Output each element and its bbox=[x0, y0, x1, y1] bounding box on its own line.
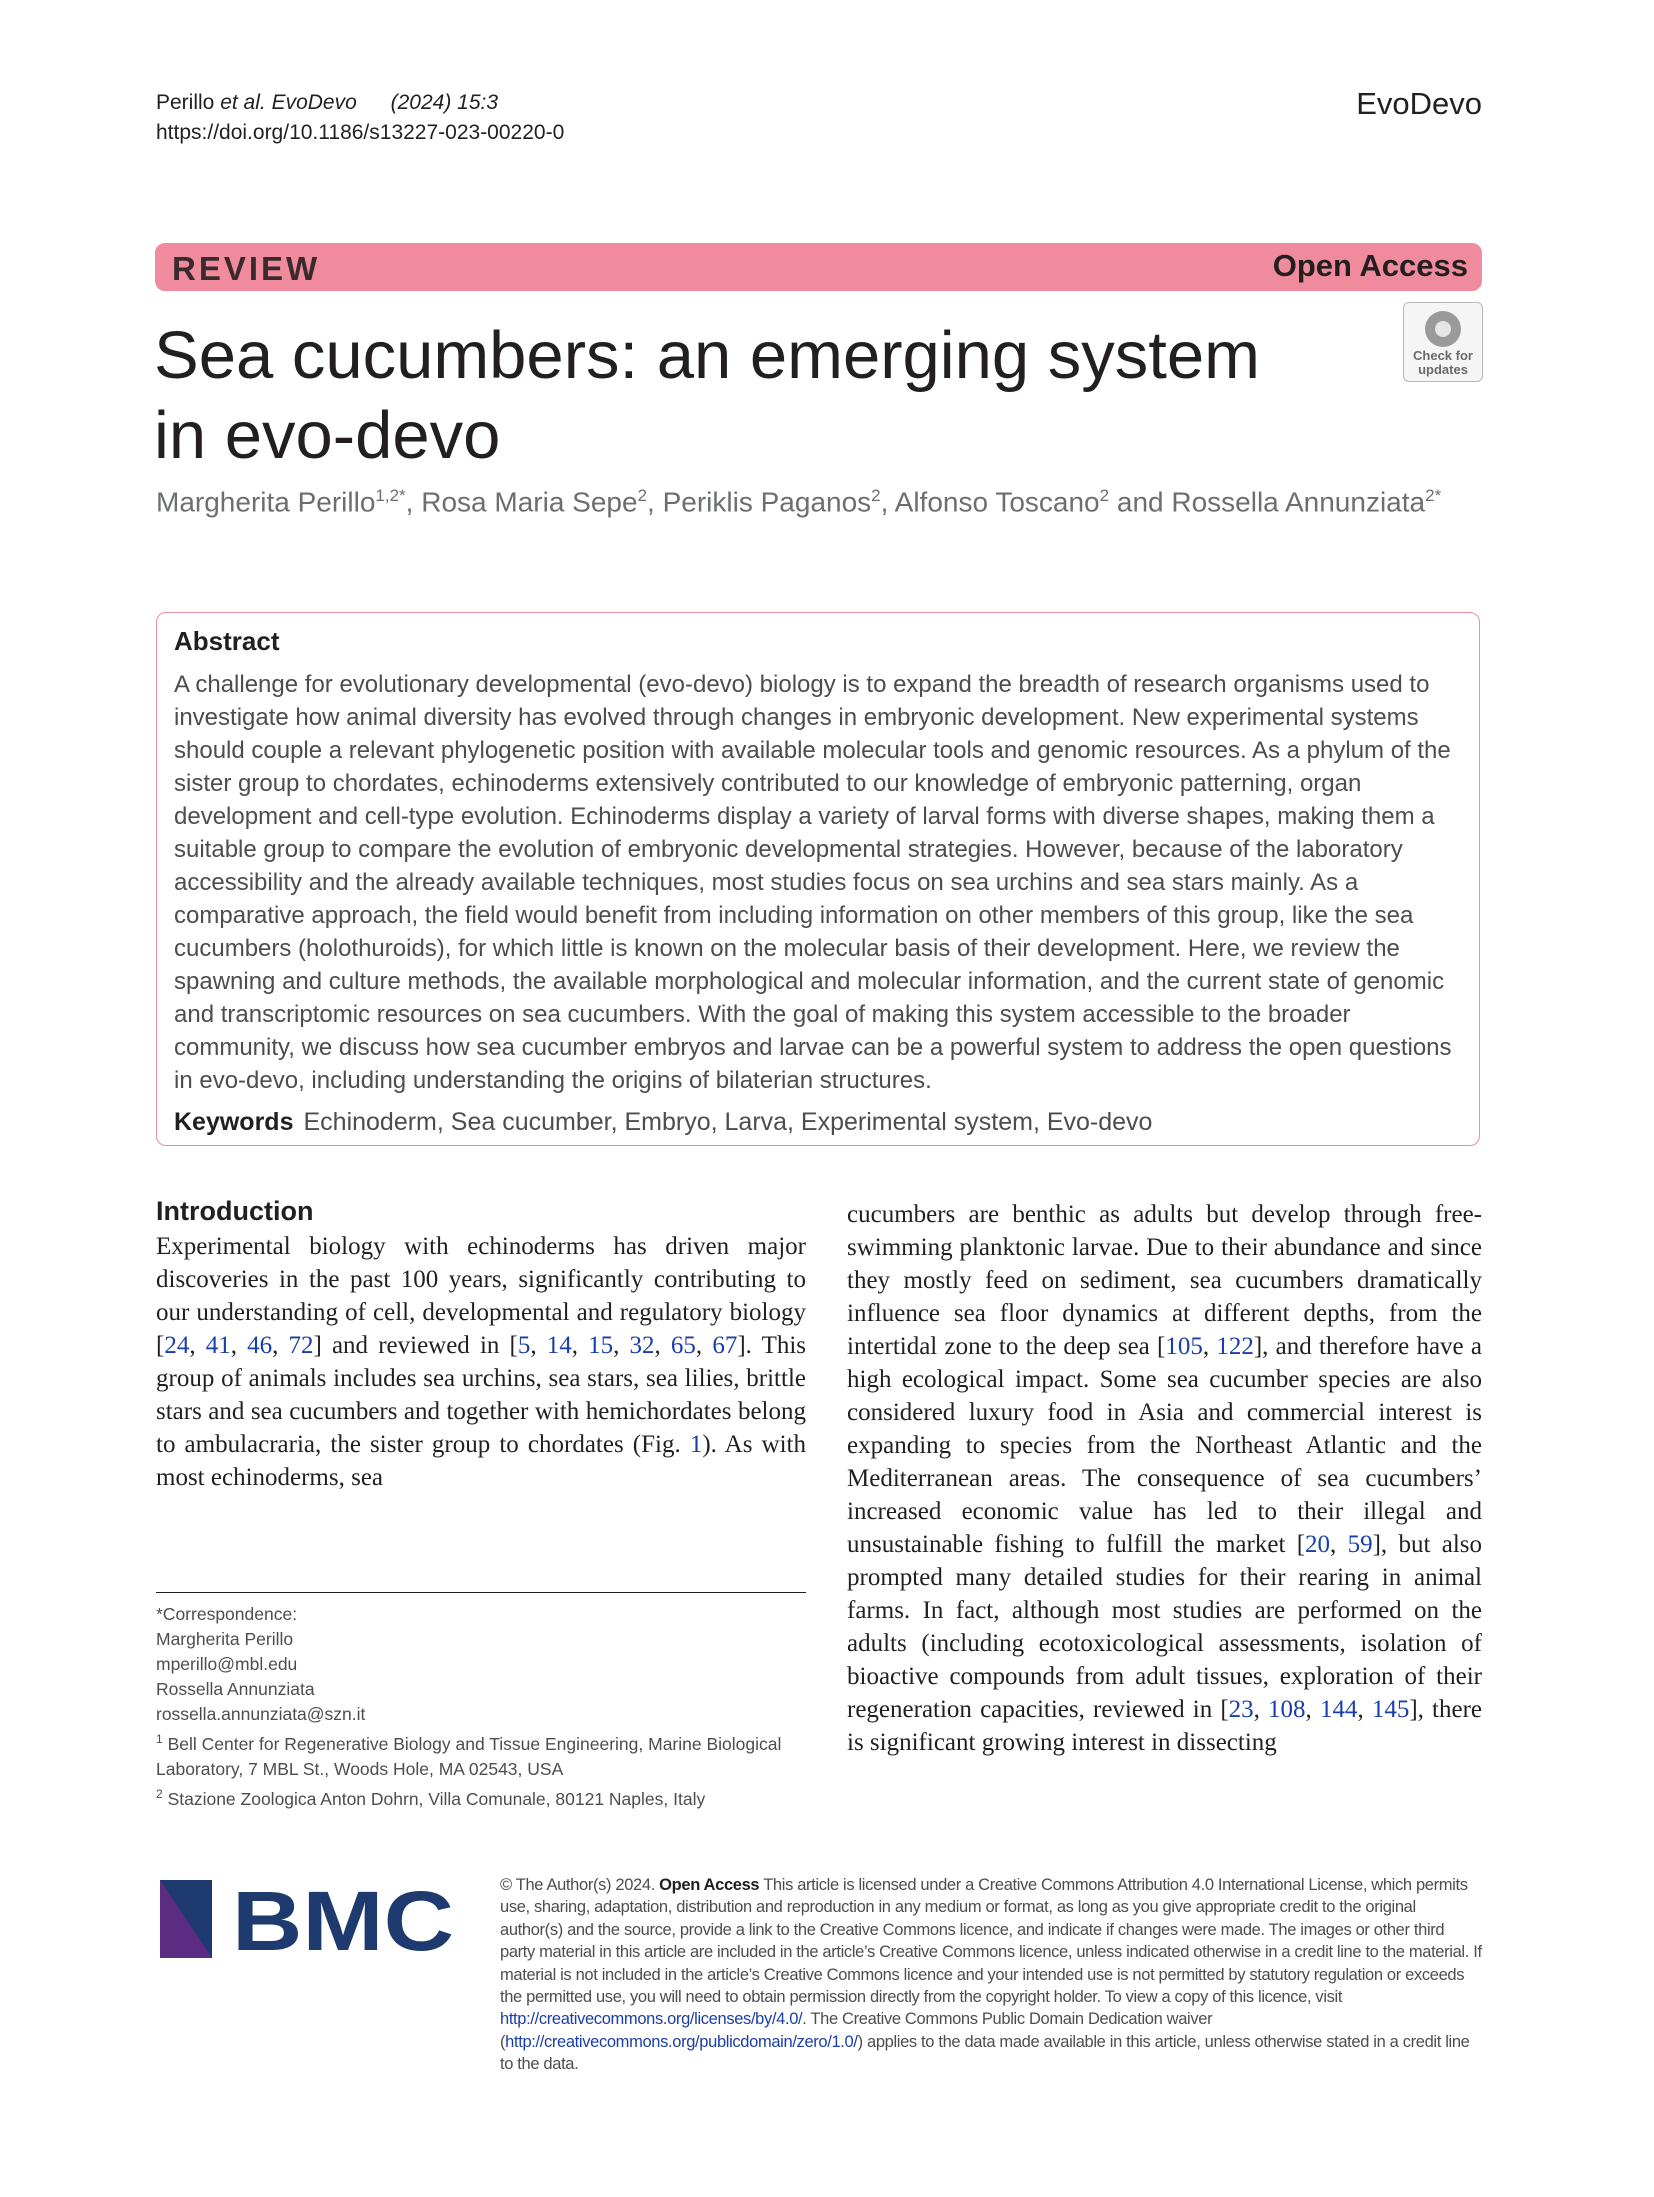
body-text: ] and reviewed in [ bbox=[313, 1332, 518, 1359]
ref-group-e: 23, 108, 144, 145 bbox=[1228, 1696, 1410, 1723]
author-list bbox=[156, 486, 1441, 518]
citation-link[interactable]: 46 bbox=[247, 1332, 273, 1359]
affiliation-number: 1 bbox=[156, 1732, 163, 1746]
author-affiliation-sup: 2 bbox=[1099, 486, 1110, 505]
bmc-logo-text: BMC bbox=[232, 1880, 454, 1958]
body-text: ], but also prompted many detailed studies for their rearing in animal farms. In fact, although most studies are performed on the adults (including ecotoxicological assessments, isolation of bioactive compounds from adult tissues, exploration of their regeneration capacities, reviewed in [ bbox=[847, 1531, 1483, 1723]
affiliation-1 bbox=[156, 1727, 816, 1782]
affiliation-number: 2 bbox=[156, 1786, 163, 1801]
article-title bbox=[154, 316, 1304, 476]
citation-link[interactable]: 145 bbox=[1371, 1696, 1410, 1723]
journal-name: EvoDevo bbox=[1356, 86, 1482, 121]
ref-group-a: 24, 41, 46, 72 bbox=[164, 1332, 314, 1359]
article-type-label: REVIEW bbox=[172, 250, 321, 287]
correspondence-email-1[interactable]: mperillo@mbl.edu bbox=[156, 1654, 298, 1674]
affiliation-text: Stazione Zoologica Anton Dohrn, Villa Comunale, 80121 Naples, Italy bbox=[167, 1788, 706, 1809]
citation-link[interactable]: 122 bbox=[1216, 1333, 1254, 1360]
open-access-label: Open Access bbox=[1272, 248, 1468, 283]
body-column-right bbox=[847, 1198, 1482, 1759]
figure-link[interactable]: 1 bbox=[689, 1431, 703, 1458]
check-for-updates-icon bbox=[1425, 311, 1461, 347]
citation-link[interactable]: 24 bbox=[164, 1332, 190, 1359]
ref-group-c: 105, 122 bbox=[1165, 1333, 1254, 1360]
affiliation-2 bbox=[156, 1782, 816, 1812]
citation-link[interactable]: 20 bbox=[1305, 1531, 1331, 1558]
body-column-left bbox=[156, 1230, 806, 1494]
citation-link[interactable]: 144 bbox=[1319, 1696, 1358, 1723]
citation-link[interactable]: 65 bbox=[670, 1332, 696, 1359]
license-open-access: Open Access bbox=[659, 1876, 760, 1894]
abstract-text: A challenge for evolutionary developmental (evo-devo) biology is to expand the breadth of research organisms used to investigate how animal diversity has evolved through changes in embryonic development. New experimental systems should couple a relevant phylogenetic position with available molecular tools and genomic resources. As a phylum of the sister group to chordates, echinoderms extensively contributed to our knowledge of embryonic patterning, organ development and cell-type evolution. Echinoderms display a variety of larval forms with diverse shapes, making them a suitable group to compare the evolution of embryonic developmental strategies. However, because of the laboratory accessibility and the already available techniques, most studies focus on sea urchins and sea stars mainly. As a comparative approach, the field would benefit from including information on other members of this group, like the sea cucumbers (holothuroids), for which little is known on the molecular basis of their development. Here, we review the spawning and culture methods, the available morphological and molecular information, and the current state of genomic and transcriptomic resources on sea cucumbers. With the goal of making this system accessible to the broader community, we discuss how sea cucumber embryos and larvae can be a powerful system to address the open questions in evo-devo, including understanding the origins of bilaterian structures. bbox=[174, 671, 1452, 1094]
author-affiliation-sup: 2* bbox=[1425, 486, 1442, 505]
author-affiliation-sup: 2 bbox=[871, 486, 881, 505]
abstract-heading: Abstract bbox=[174, 626, 280, 656]
author-name: Alfonso Toscano bbox=[894, 486, 1100, 518]
license-link-cc0[interactable]: http://creativecommons.org/publicdomain/zero/1.0/ bbox=[505, 2032, 858, 2051]
correspondence-label: *Correspondence: bbox=[156, 1604, 298, 1624]
title-line-1: Sea cucumbers: an emerging system bbox=[154, 318, 1260, 393]
citation-link[interactable]: 67 bbox=[712, 1332, 738, 1359]
author-affiliation-sup: 2 bbox=[637, 486, 648, 505]
author-affiliation-sup: 1,2* bbox=[375, 486, 406, 505]
doi-link[interactable]: https://doi.org/10.1186/s13227-023-00220-0 bbox=[156, 121, 565, 144]
author-name: Periklis Paganos bbox=[662, 486, 872, 518]
footnote-divider bbox=[156, 1592, 806, 1593]
copyright: © The Author(s) 2024. bbox=[500, 1876, 655, 1894]
citation-link[interactable]: 41 bbox=[205, 1332, 231, 1359]
citation-link[interactable]: 59 bbox=[1347, 1531, 1373, 1558]
license-text: This article is licensed under a Creative Commons Attribution 4.0 International License, which permits use, sharing, adaptation, distribution and reproduction in any medium or format, as long as you give appropriate credit to the original author(s) and the source, provide a link to the Creative Commons licence, and indicate if changes were made. The images or other third party material in this article are included in the article’s Creative Commons licence, unless indicated otherwise in a credit line to the material. If material is not included in the article’s Creative Commons licence and your intended use is not permitted by statutory regulation or exceeds the permitted use, you will need to obtain permission directly from the copyright holder. To view a copy of this licence, visit bbox=[500, 1876, 1482, 2007]
keywords bbox=[174, 1108, 1152, 1137]
citation-link[interactable]: 14 bbox=[546, 1332, 572, 1359]
running-header bbox=[156, 88, 564, 148]
citation bbox=[156, 91, 357, 114]
author-separator: and bbox=[1109, 486, 1172, 518]
citation-year-volume: (2024) 15:3 bbox=[390, 91, 499, 114]
author-separator: , bbox=[647, 486, 663, 518]
author-separator: , bbox=[405, 486, 422, 518]
keywords-list: Echinoderm, Sea cucumber, Embryo, Larva, Experimental system, Evo-devo bbox=[303, 1108, 1153, 1136]
citation-link[interactable]: 108 bbox=[1268, 1696, 1306, 1723]
citation-link[interactable]: 105 bbox=[1165, 1333, 1203, 1360]
license-text: ) applies to the data made available in this article, unless otherwise stated in a credit line to the data. bbox=[500, 2032, 1470, 2074]
citation-link[interactable]: 32 bbox=[629, 1332, 655, 1359]
author-separator: , bbox=[880, 486, 895, 518]
affiliation-text: Bell Center for Regenerative Biology and Tissue Engineering, Marine Biological Laboratory, 7 MBL St., Woods Hole, MA 02543, USA bbox=[156, 1733, 782, 1779]
body-text: Experimental biology with echinoderms has driven major discoveries in the past 100 years, significantly contributing to our understanding of cell, developmental and regulatory biology [ bbox=[156, 1233, 806, 1359]
citation-link[interactable]: 23 bbox=[1228, 1696, 1254, 1723]
citation-link[interactable]: 15 bbox=[588, 1332, 614, 1359]
correspondence-name-1: Margherita Perillo bbox=[156, 1629, 294, 1649]
ref-group-b: 5, 14, 15, 32, 65, 67 bbox=[517, 1332, 738, 1359]
citation-journal: et al. EvoDevo bbox=[220, 91, 357, 114]
badge-line-1: Check for bbox=[1413, 348, 1473, 363]
ref-group-d: 20, 59 bbox=[1305, 1531, 1373, 1558]
citation-link[interactable]: 72 bbox=[288, 1332, 314, 1359]
bmc-logo bbox=[160, 1880, 456, 1958]
check-for-updates-label bbox=[1404, 349, 1482, 377]
correspondence-email-2[interactable]: rossella.annunziata@szn.it bbox=[156, 1704, 366, 1724]
citation-authors: Perillo bbox=[156, 91, 215, 114]
title-line-2: in evo-devo bbox=[154, 398, 501, 473]
author-name: Rosa Maria Sepe bbox=[421, 486, 638, 518]
footnotes bbox=[156, 1602, 816, 1812]
body-text: cucumbers are benthic as adults but develop through free-swimming planktonic larvae. Due to their abundance and since they mostly feed on sediment, sea cucumbers dramatically influence sea floor dynamics at different depths, from the intertidal zone to the deep sea [ bbox=[847, 1201, 1482, 1360]
license-text: . The Creative Commons Public Domain Dedication waiver ( bbox=[500, 2010, 1213, 2051]
citation-link[interactable]: 5 bbox=[517, 1332, 531, 1359]
section-heading-introduction: Introduction bbox=[156, 1196, 314, 1226]
keywords-label: Keywords bbox=[174, 1108, 294, 1136]
badge-line-2: updates bbox=[1418, 362, 1468, 377]
license-notice bbox=[500, 1874, 1482, 2076]
author-name: Rossella Annunziata bbox=[1171, 486, 1426, 518]
body-text: ). As with most echinoderms, sea bbox=[156, 1431, 806, 1491]
body-text: ]. This group of animals includes sea urchins, sea stars, sea lilies, brittle stars and sea cucumbers and together with hemichordates belong to ambulacraria, the sister group to chordates (Fig. bbox=[156, 1332, 807, 1458]
author-name: Margherita Perillo bbox=[156, 486, 376, 518]
correspondence-name-2: Rossella Annunziata bbox=[156, 1679, 315, 1699]
body-text: ], and therefore have a high ecological impact. Some sea cucumber species are also considered luxury food in Asia and commercial interest is expanding to species from the Northeast Atlantic and the Mediterranean areas. The consequence of sea cucumbers’ increased economic value has led to their illegal and unsustainable fishing to fulfill the market [ bbox=[847, 1333, 1482, 1558]
check-for-updates-button[interactable] bbox=[1403, 302, 1483, 382]
body-text: ], there is significant growing interest in dissecting bbox=[847, 1696, 1483, 1756]
license-link-cc-by[interactable]: http://creativecommons.org/licenses/by/4.0/ bbox=[500, 2010, 803, 2029]
